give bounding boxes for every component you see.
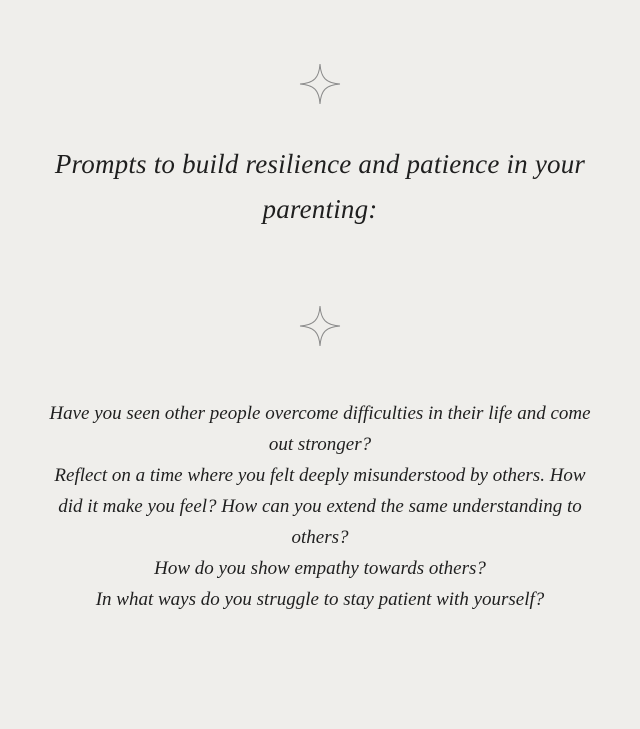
- prompt-item: Reflect on a time where you felt deeply misunderstood by others. How did it make you feel? How can you extend the same understanding to others?: [54, 465, 586, 548]
- sparkle-icon: [298, 304, 342, 348]
- prompt-item: How do you show empathy towards others?: [154, 558, 486, 579]
- sparkle-icon: [298, 62, 342, 106]
- prompt-item: In what ways do you struggle to stay patient with yourself?: [95, 589, 545, 610]
- page-title: Prompts to build resilience and patience in your parenting:: [54, 149, 586, 224]
- prompt-list: [40, 398, 600, 615]
- prompt-item: Have you seen other people overcome difficulties in their life and come out stronger?: [49, 403, 591, 455]
